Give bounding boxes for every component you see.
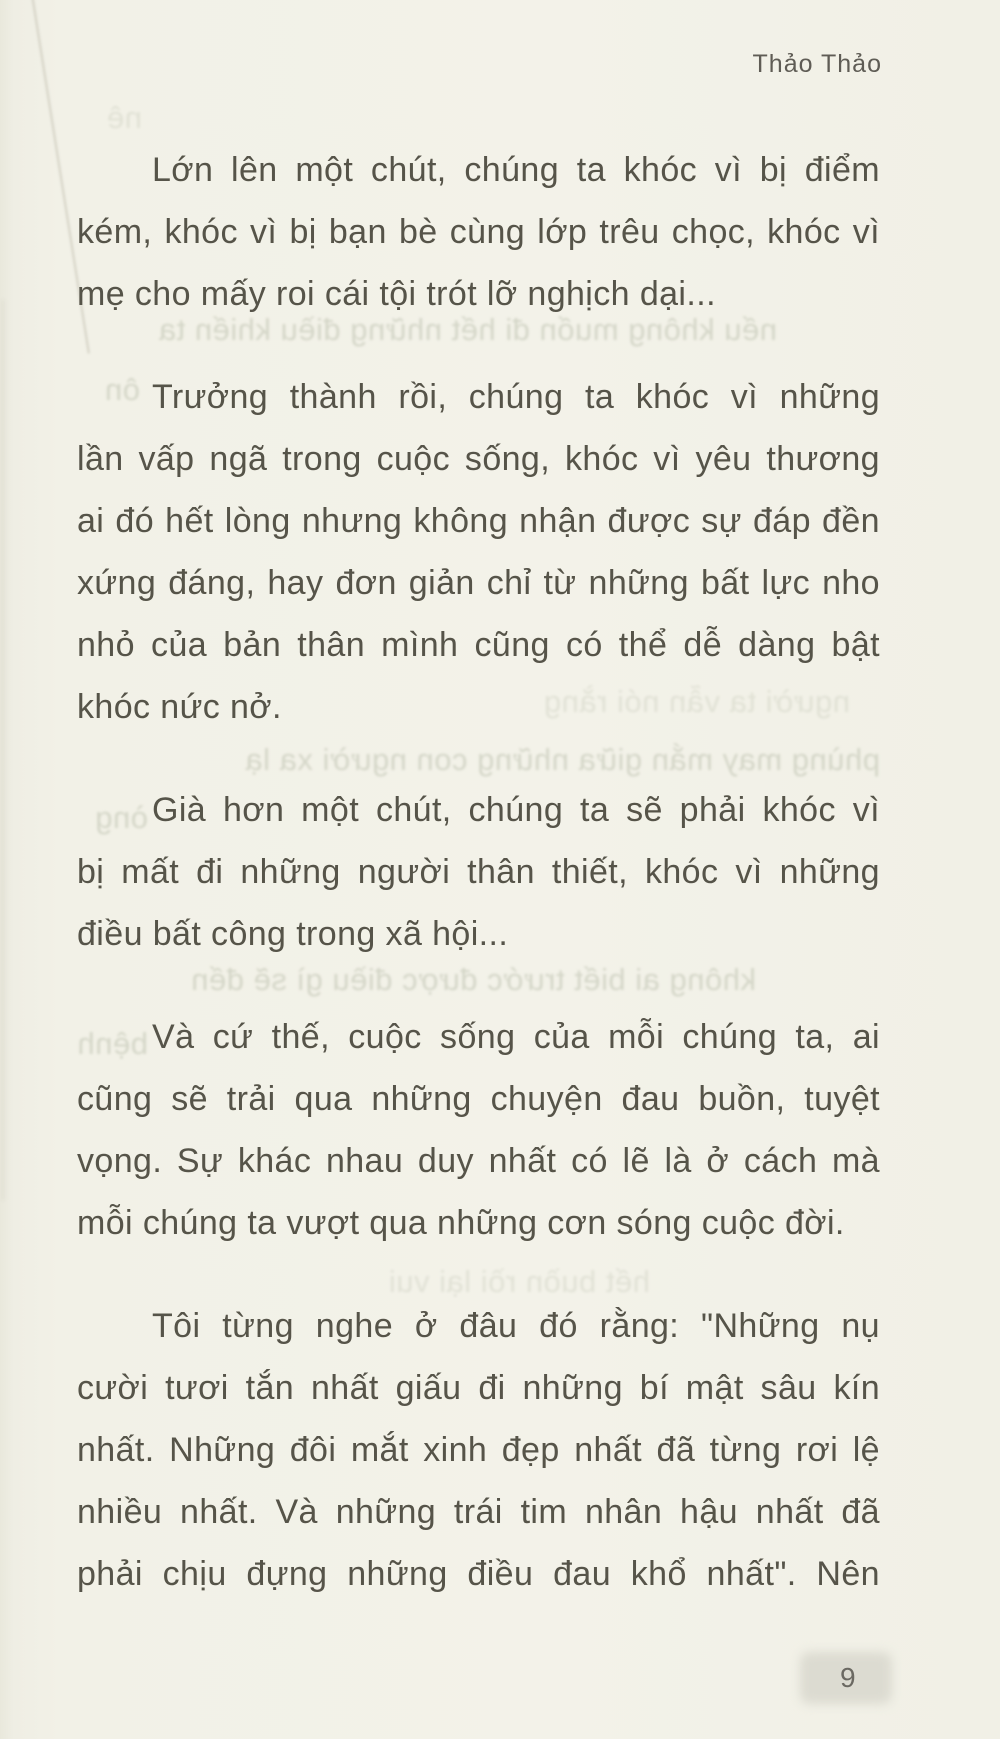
paragraph-5 [77,1295,880,1605]
bleedthrough-text: phùng may mắn giữa những con người xa lạ [244,742,880,777]
text-line: bị mất đi những người thân thiết, khóc vì những [77,853,880,891]
text-line: nhỏ của bản thân mình cũng có thể dễ dàng bật [77,626,880,664]
text-line: mỗi chúng ta vượt qua những cơn sóng cuộc đời. [77,1204,845,1242]
text-line: Già hơn một chút, chúng ta sẽ phải khóc vì [152,791,880,829]
text-line: kém, khóc vì bị bạn bè cùng lớp trêu chọc, khóc vì [77,213,880,251]
paragraph-2 [77,366,880,738]
text-line: vọng. Sự khác nhau duy nhất có lẽ là ở cách mà [77,1142,880,1180]
text-line: điều bất công trong xã hội... [77,915,509,953]
bleedthrough-text: nếu không muốn đi hết những điều khiến ta [158,312,777,347]
bleedthrough-text: nê [106,100,142,135]
text-line: phải chịu đựng những điều đau khổ nhất". Nên [77,1555,880,1593]
text-line: nhiều nhất. Và những trái tim nhân hậu nhất đã [77,1493,880,1531]
bleedthrough-text: ôn [104,372,140,407]
bleedthrough-text: người ta vẫn nói rằng [543,684,850,719]
text-line: cười tươi tắn nhất giấu đi những bí mật sâu kín [77,1369,880,1407]
page-edge-shadow [2,300,4,1200]
paragraph-3 [77,779,880,965]
bleedthrough-text: hết buồn rồi lại vui [388,1264,650,1299]
bleedthrough-text: òng [94,800,148,835]
paragraph-1 [77,139,880,325]
paragraph-4 [77,1006,880,1254]
body-text-block [77,139,880,1646]
text-line: ai đó hết lòng nhưng không nhận được sự đáp đền [77,502,880,540]
bleedthrough-text: bệnh [77,1026,148,1061]
text-line: nhất. Những đôi mắt xinh đẹp nhất đã từng rơi lệ [77,1431,880,1469]
page-number: 9 [840,1662,857,1693]
text-line: xứng đáng, hay đơn giản chỉ từ những bất lực nho [77,564,880,602]
text-line: lần vấp ngã trong cuộc sống, khóc vì yêu thương [77,440,880,478]
text-line: Và cứ thế, cuộc sống của mỗi chúng ta, ai [152,1018,880,1056]
text-line: khóc nức nở. [77,688,282,726]
text-line: cũng sẽ trải qua những chuyện đau buồn, tuyệt [77,1080,880,1118]
text-line: Lớn lên một chút, chúng ta khóc vì bị điểm [152,151,880,189]
running-header: Thảo Thảo [752,50,882,78]
text-line: Tôi từng nghe ở đâu đó rằng: "Những nụ [152,1307,880,1345]
text-line: mẹ cho mấy roi cái tội trót lỡ nghịch dại... [77,275,716,313]
bleedthrough-text: không ai biết trước được điều gì sẽ đến [190,962,756,997]
text-line: Trưởng thành rồi, chúng ta khóc vì những [152,378,880,416]
